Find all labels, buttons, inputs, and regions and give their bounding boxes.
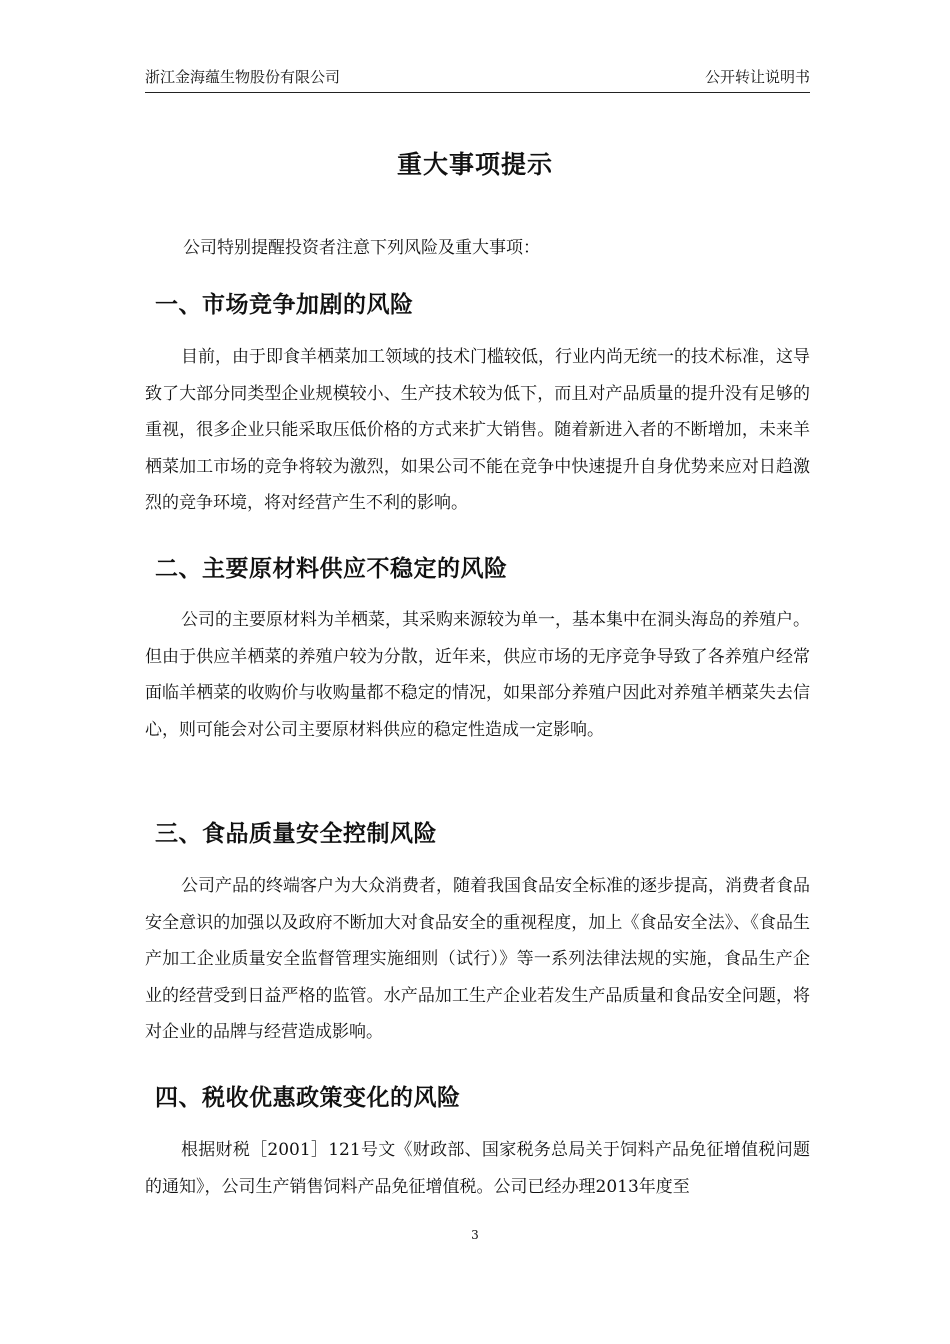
section-body-food-quality-safety: 公司产品的终端客户为大众消费者，随着我国食品安全标准的逐步提高，消费者食品安全意识的加强以及政府不断加大对食品安全的重视程度，加上《食品安全法》、《食品生产加工企业质量安全监督管理实施细则（试行）》等一系列法律法规的实施，食品生产企业的经营受到日益严格的监管。水产品加工生产企业若发生产品质量和食品安全问题，将对企业的品牌与经营造成影响。: [145, 876, 810, 1042]
section-body-raw-material-supply: 公司的主要原材料为羊栖菜，其采购来源较为单一，基本集中在洞头海岛的养殖户。但由于供应羊栖菜的养殖户较为分散，近年来，供应市场的无序竞争导致了各养殖户经常面临羊栖菜的收购价与收购量都不稳定的情况，如果部分养殖户因此对养殖羊栖菜失去信心，则可能会对公司主要原材料供应的稳定性造成一定影响。: [145, 610, 810, 740]
section-heading-raw-material-supply: 二、主要原材料供应不稳定的风险: [155, 555, 508, 582]
header-document-type: 公开转让说明书: [704, 68, 810, 86]
page-header: [145, 64, 810, 93]
intro-paragraph: 公司特别提醒投资者注意下列风险及重大事项：: [183, 238, 540, 258]
header-company-name: 浙江金海蕴生物股份有限公司: [145, 68, 341, 86]
section-body-market-competition: 目前，由于即食羊栖菜加工领域的技术门槛较低，行业内尚无统一的技术标准，这导致了大部分同类型企业规模较小、生产技术较为低下，而且对产品质量的提升没有足够的重视，很多企业只能采取压低价格的方式来扩大销售。随着新进入者的不断增加，未来羊栖菜加工市场的竞争将较为激烈，如果公司不能在竞争中快速提升自身优势来应对日趋激烈的竞争环境，将对经营产生不利的影响。: [145, 347, 810, 513]
section-body-tax-policy: 根据财税［2001］121号文《财政部、国家税务总局关于饲料产品免征增值税问题的通知》，公司生产销售饲料产品免征增值税。公司已经办理2013年度至: [145, 1140, 810, 1197]
section-heading-food-quality-safety: 三、食品质量安全控制风险: [155, 820, 437, 847]
page-title: 重大事项提示: [396, 150, 553, 179]
page-number: 3: [471, 1228, 479, 1242]
section-heading-market-competition: 一、市场竞争加剧的风险: [155, 291, 414, 318]
section-heading-tax-policy: 四、税收优惠政策变化的风险: [155, 1084, 461, 1111]
